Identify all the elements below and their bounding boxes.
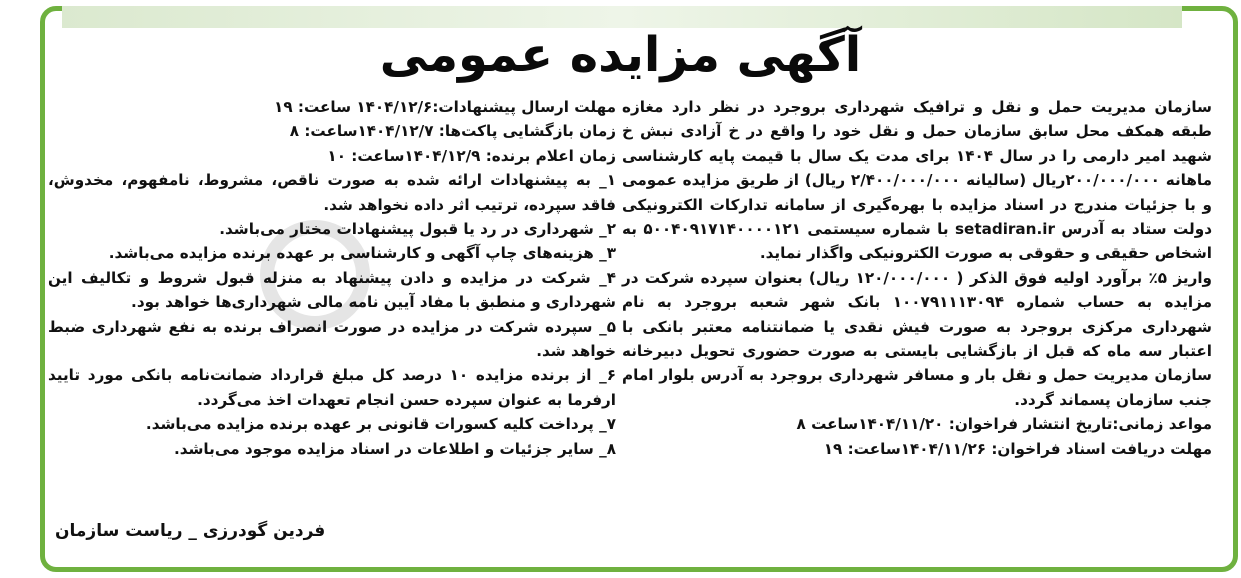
condition-item-2: ۲_ شهرداری در رد یا قبول پیشنهادات مختار می‌باشد. <box>219 220 616 239</box>
envelope-opening-time: زمان بازگشایی پاکت‌ها: ۱۴۰۴/۱۲/۷ساعت: ۸ <box>289 122 616 141</box>
condition-item-6: ۶_ از برنده مزایده ۱۰ درصد کل مبلغ قرارداد ضمانت‌نامه بانکی مورد تایید ارفرما به عنوان سپرده حسن انجام تعهدات اخذ می‌گردد. <box>48 366 616 409</box>
document-deadline: مهلت دریافت اسناد فراخوان: ۱۴۰۴/۱۱/۲۶ساعت: ۱۹ <box>823 439 1212 458</box>
notice-body-right <box>622 95 1212 461</box>
deposit-paragraph: واریز ۵٪ برآورد اولیه فوق الذکر ( ۱۲۰/۰۰۰/۰۰۰ ریال) بعنوان سپرده شرکت در مزایده به حساب شماره ۱۰۰۷۹۱۱۱۳۰۹۴ بانک شهر شعبه بروجرد به نام شهرداری مرکزی بروجرد به صورت فیش نقدی یا ضمانتنامه معتبر بانکی با اعتبار سه ماه که قبل از بازگشایی بایستی به صورت حضوری تحویل دبیرخانه سازمان مدیریت حمل و نقل بار و مسافر شهرداری بروجرد به آدرس بلوار امام جنب سازمان پسماند گردد. <box>622 268 1212 409</box>
condition-item-1: ۱_ به پیشنهادات ارائه شده به صورت ناقص، مشروط، نامفهوم، مخدوش، فاقد سپرده، ترتیب اثر داده نخواهد شد. <box>48 171 616 214</box>
notice-body-left <box>48 95 616 461</box>
condition-item-8: ۸_ سایر جزئیات و اطلاعات در اسناد مزایده موجود می‌باشد. <box>173 439 616 458</box>
condition-item-7: ۷_ پرداخت کلیه کسورات قانونی بر عهده برنده مزایده می‌باشد. <box>145 415 616 434</box>
description-paragraph: سازمان مدیریت حمل و نقل و ترافیک شهرداری بروجرد در نظر دارد مغازه طبقه همکف محل سابق سازمان حمل و نقل خود را واقع در خ آزادی نبش خ شهید امیر دارمی را در سال ۱۴۰۴ برای مدت یک سال با قیمت پایه کارشناسی ماهانه ۲۰۰/۰۰۰/۰۰۰ریال (سالیانه ۲/۴۰۰/۰۰۰/۰۰۰ ریال) از طریق مزایده عمومی و با جزئیات مندرج در اسناد مزایده با بهره‌گیری از سامانه تدارکات الکترونیکی دولت ستاد به آدرس setadiran.ir با شماره سیستمی ۵۰۰۴۰۹۱۷۱۴۰۰۰۰۱۲۱ به اشخاص حقیقی و حقوقی به صورت الکترونیکی واگذار نماید. <box>622 98 1212 263</box>
notice-title: آگهی مزایده عمومی <box>379 27 862 83</box>
proposal-deadline: مهلت ارسال پیشنهادات:۱۴۰۴/۱۲/۶ ساعت: ۱۹ <box>274 98 616 116</box>
condition-item-4: ۴_ شرکت در مزایده و دادن پیشنهاد به منزله قبول شروط و تکالیف این شهرداری و منطبق با مفاد آیین نامه مالی شهرداری‌ها خواهد بود. <box>48 268 616 312</box>
publish-date: مواعد زمانی:تاریخ انتشار فراخوان: ۱۴۰۴/۱۱/۲۰ساعت ۸ <box>796 415 1212 434</box>
signature: فردین گودرزی _ ریاست سازمان <box>55 521 326 541</box>
winner-announcement-time: زمان اعلام برنده: ۱۴۰۴/۱۲/۹ساعت: ۱۰ <box>327 146 616 165</box>
condition-item-3: ۳_ هزینه‌های چاپ آگهی و کارشناسی بر عهده برنده مزایده می‌باشد. <box>108 244 616 263</box>
condition-item-5: ۵_ سپرده شرکت در مزایده در صورت انصراف برنده به نفع شهرداری ضبط خواهد شد. <box>48 317 616 361</box>
